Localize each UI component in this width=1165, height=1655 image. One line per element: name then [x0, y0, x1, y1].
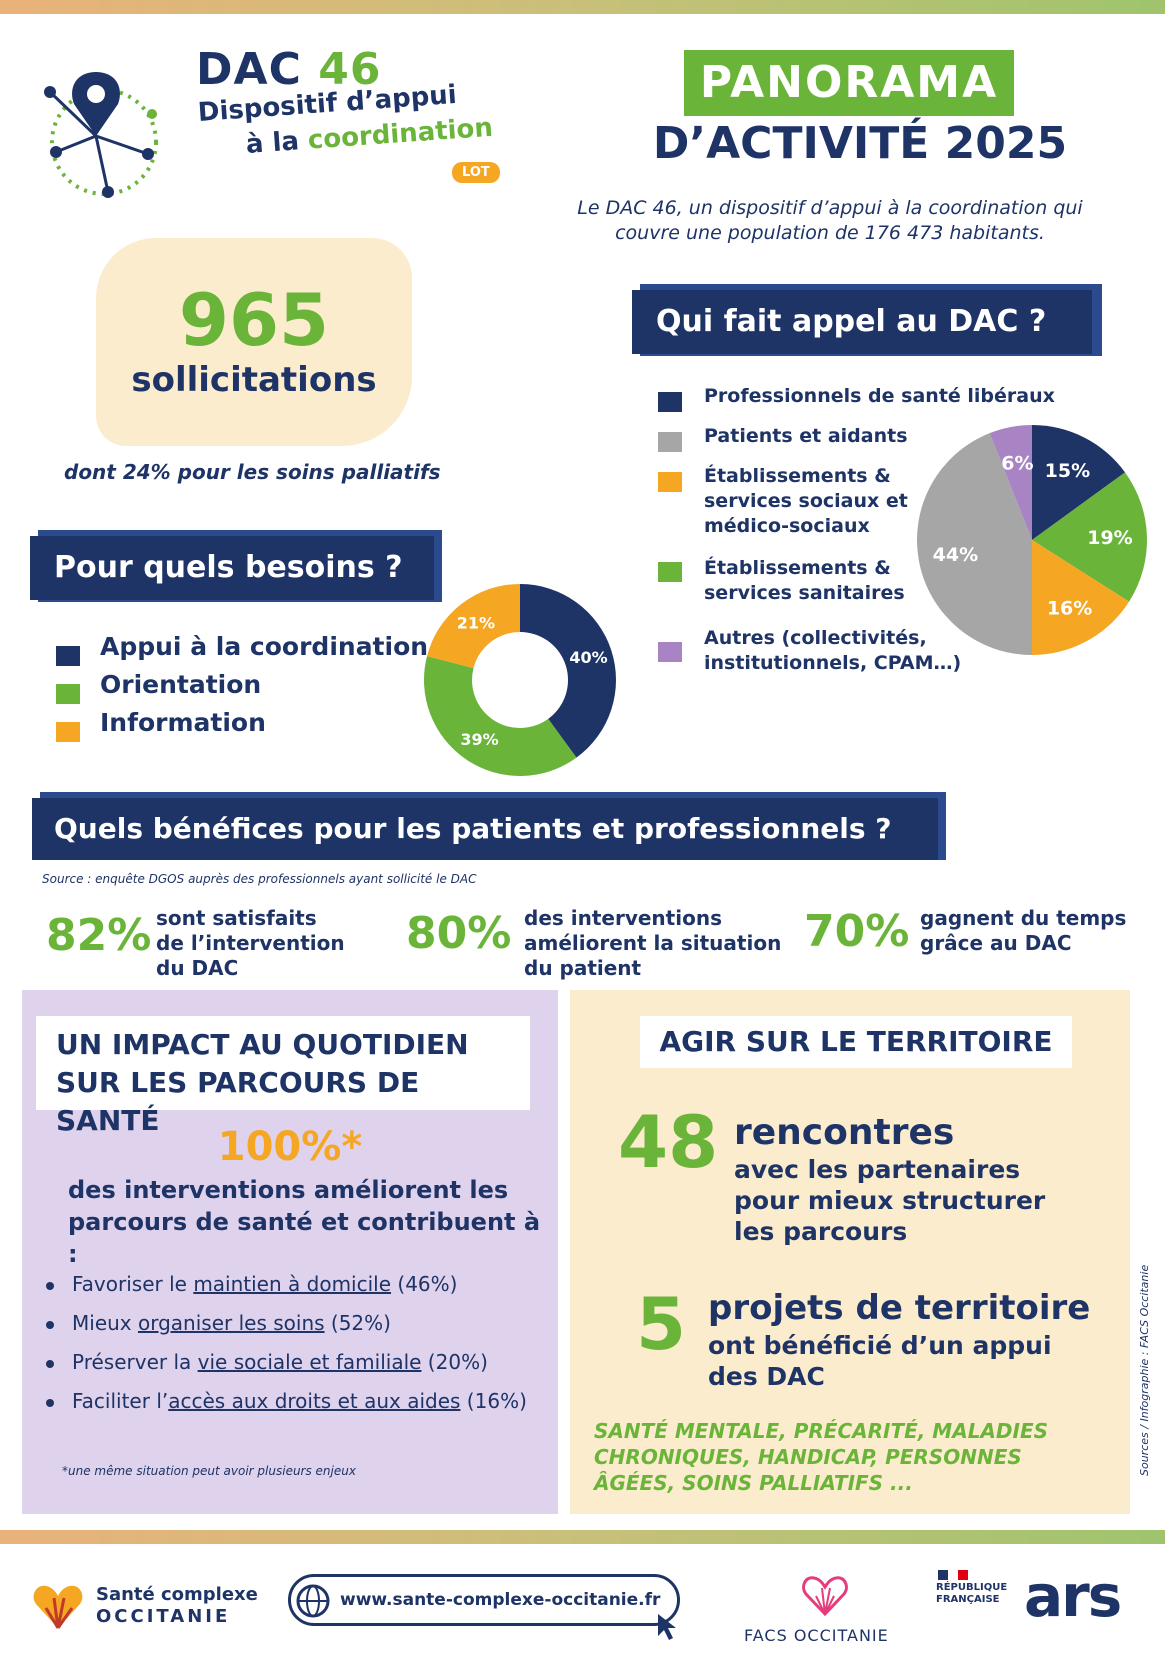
impact-title [36, 1016, 530, 1137]
impact-lead-line2: parcours de santé et contribuent à : [68, 1208, 541, 1268]
stat-value: 80% [406, 908, 512, 959]
appel-legend-label: Patients et aidants [704, 425, 908, 447]
intro-text: Le DAC 46, un dispositif d’appui à la coordination qui couvre une population de 176 473 habitants. [577, 197, 1083, 244]
sante-complexe-name: Santé complexe [96, 1584, 258, 1605]
projets-sub-line: ont bénéficié d’un appui [708, 1331, 1052, 1360]
dac-logo-icon [36, 52, 166, 202]
top-gradient-bar [0, 0, 1165, 14]
stat-line: des interventions [524, 906, 722, 930]
appel-legend-swatch [658, 432, 682, 452]
stat-text [524, 906, 781, 981]
bullet-dot [46, 1399, 54, 1407]
logo-subtitle-line1: Dispositif d’appui [196, 79, 458, 128]
facs-name: FACS OCCITANIE [744, 1626, 889, 1645]
sollicitations-label: sollicitations [131, 360, 377, 400]
projets-label: projets de territoire [708, 1288, 1091, 1328]
besoins-legend-label: Appui à la coordination [100, 632, 429, 661]
appel-legend-swatch [658, 562, 682, 582]
appel-legend-label: Autres (collectivités, institutionnels, CPAM…) [704, 627, 962, 674]
themes-line: ÂGÉES, SOINS PALLIATIFS ... [594, 1471, 913, 1495]
stat-line: sont satisfaits [156, 906, 317, 930]
globe-icon [296, 1584, 330, 1618]
stat-line: du DAC [156, 956, 239, 980]
projets-sub [708, 1330, 1052, 1392]
stat-value: 70% [804, 906, 910, 957]
besoins-donut-chart [420, 580, 620, 780]
themes-list [594, 1418, 1114, 1496]
ars-logo: ars [1024, 1562, 1121, 1630]
impact-title-line1: UN IMPACT AU QUOTIDIEN [56, 1028, 469, 1061]
appel-legend-label: Établissements & services sociaux et médico-sociaux [704, 465, 908, 537]
projets-number: 5 [636, 1282, 687, 1366]
bullet-pre: Favoriser le [72, 1272, 194, 1296]
bottom-gradient-bar [0, 1530, 1165, 1544]
stat-value: 82% [46, 910, 152, 961]
agir-title: AGIR SUR LE TERRITOIRE [640, 1016, 1072, 1068]
stat-line: améliorent la situation [524, 931, 782, 955]
chart-data-label: 21% [456, 613, 496, 633]
rencontres-sub-line: les parcours [734, 1217, 908, 1246]
appel-pie-chart [912, 420, 1152, 660]
bullet-post: (52%) [324, 1311, 391, 1335]
bullet-pre: Faciliter l’ [72, 1389, 169, 1413]
themes-line: SANTÉ MENTALE, PRÉCARITÉ, MALADIES [594, 1419, 1049, 1443]
lot-badge: LOT [452, 162, 500, 183]
bullet-link[interactable]: vie sociale et familiale [197, 1350, 422, 1374]
rencontres-label: rencontres [734, 1112, 955, 1153]
appel-header: Qui fait appel au DAC ? [632, 290, 1092, 354]
logo-title-number: 46 [318, 44, 382, 95]
impact-bullet [46, 1350, 488, 1374]
chart-data-label: 39% [460, 729, 499, 749]
rf-line: FRANÇAISE [936, 1594, 1000, 1605]
rencontres-sub-line: pour mieux structurer [734, 1186, 1046, 1215]
bullet-pre: Préserver la [72, 1350, 198, 1374]
rencontres-number: 48 [618, 1100, 719, 1184]
stat-text [920, 906, 1126, 956]
besoins-legend-swatch [56, 646, 80, 666]
marianne-flag-icon [938, 1570, 968, 1580]
impact-bullet [46, 1389, 527, 1413]
sante-complexe-logo-icon [28, 1578, 88, 1632]
logo-line2-green: coordination [306, 112, 494, 156]
bullet-dot [46, 1321, 54, 1329]
chart-data-label: 16% [1046, 597, 1093, 620]
appel-legend-swatch [658, 472, 682, 492]
bullet-link[interactable]: organiser les soins [138, 1311, 325, 1335]
themes-line: CHRONIQUES, HANDICAP, PERSONNES [594, 1445, 1022, 1469]
impact-lead [68, 1174, 548, 1270]
besoins-legend-label: Information [100, 708, 266, 737]
activite-title: D’ACTIVITÉ 2025 [652, 118, 1068, 169]
impact-bullet [46, 1272, 457, 1296]
bullet-post: (16%) [460, 1389, 527, 1413]
benefices-source: Source : enquête DGOS auprès des professionnels ayant sollicité le DAC [42, 872, 477, 886]
bullet-dot [46, 1282, 54, 1290]
sollicitations-number: 965 [178, 278, 330, 362]
besoins-legend-swatch [56, 722, 80, 742]
impact-bullet [46, 1311, 391, 1335]
appel-legend-swatch [658, 392, 682, 412]
occitanie-name: OCCITANIE [96, 1606, 231, 1627]
impact-lead-line1: des interventions améliorent les [68, 1176, 509, 1204]
appel-legend-label: Établissements & services sanitaires [704, 557, 905, 604]
chart-data-label: 44% [932, 543, 979, 566]
benefices-header: Quels bénéfices pour les patients et professionnels ? [32, 798, 938, 860]
projets-sub-line: des DAC [708, 1362, 825, 1391]
bullet-post: (46%) [391, 1272, 458, 1296]
besoins-header: Pour quels besoins ? [30, 536, 434, 600]
chart-data-label: 19% [1087, 526, 1133, 549]
sources-credit: Sources / Infographie : FACS Occitanie [1138, 1264, 1151, 1476]
impact-percent: 100%* [217, 1124, 363, 1170]
panorama-title: PANORAMA [684, 50, 1014, 116]
rencontres-sub-line: avec les partenaires [734, 1155, 1021, 1184]
bullet-dot [46, 1360, 54, 1368]
stat-line: gagnent du temps [920, 906, 1127, 930]
appel-legend-swatch [658, 642, 682, 662]
website-url[interactable]: www.sante-complexe-occitanie.fr [340, 1590, 661, 1610]
appel-legend-label: Professionnels de santé libéraux [704, 385, 1055, 407]
bullet-link[interactable]: accès aux droits et aux aides [168, 1389, 461, 1413]
chart-data-label: 6% [1001, 452, 1034, 475]
bullet-pre: Mieux [72, 1311, 138, 1335]
republique-francaise [936, 1582, 1007, 1606]
logo-title-prefix: DAC [196, 44, 302, 95]
bullet-link[interactable]: maintien à domicile [193, 1272, 392, 1296]
bullet-post: (20%) [421, 1350, 488, 1374]
facs-logo-icon [800, 1572, 850, 1616]
logo-line2-prefix: à la [244, 126, 300, 160]
besoins-legend-swatch [56, 684, 80, 704]
rencontres-sub [734, 1154, 1045, 1247]
cursor-icon [656, 1612, 682, 1642]
stat-text [156, 906, 345, 981]
impact-footnote: *une même situation peut avoir plusieurs enjeux [62, 1464, 356, 1478]
impact-title-line2: SUR LES PARCOURS DE SANTÉ [56, 1066, 420, 1137]
besoins-legend-label: Orientation [100, 670, 262, 699]
chart-data-label: 40% [569, 648, 608, 668]
stat-line: grâce au DAC [920, 931, 1072, 955]
rf-line: RÉPUBLIQUE [936, 1582, 1008, 1593]
stat-line: du patient [524, 956, 642, 980]
chart-data-label: 15% [1044, 459, 1091, 482]
stat-line: de l’intervention [156, 931, 345, 955]
sollicitations-note: dont 24% pour les soins palliatifs [64, 460, 441, 484]
